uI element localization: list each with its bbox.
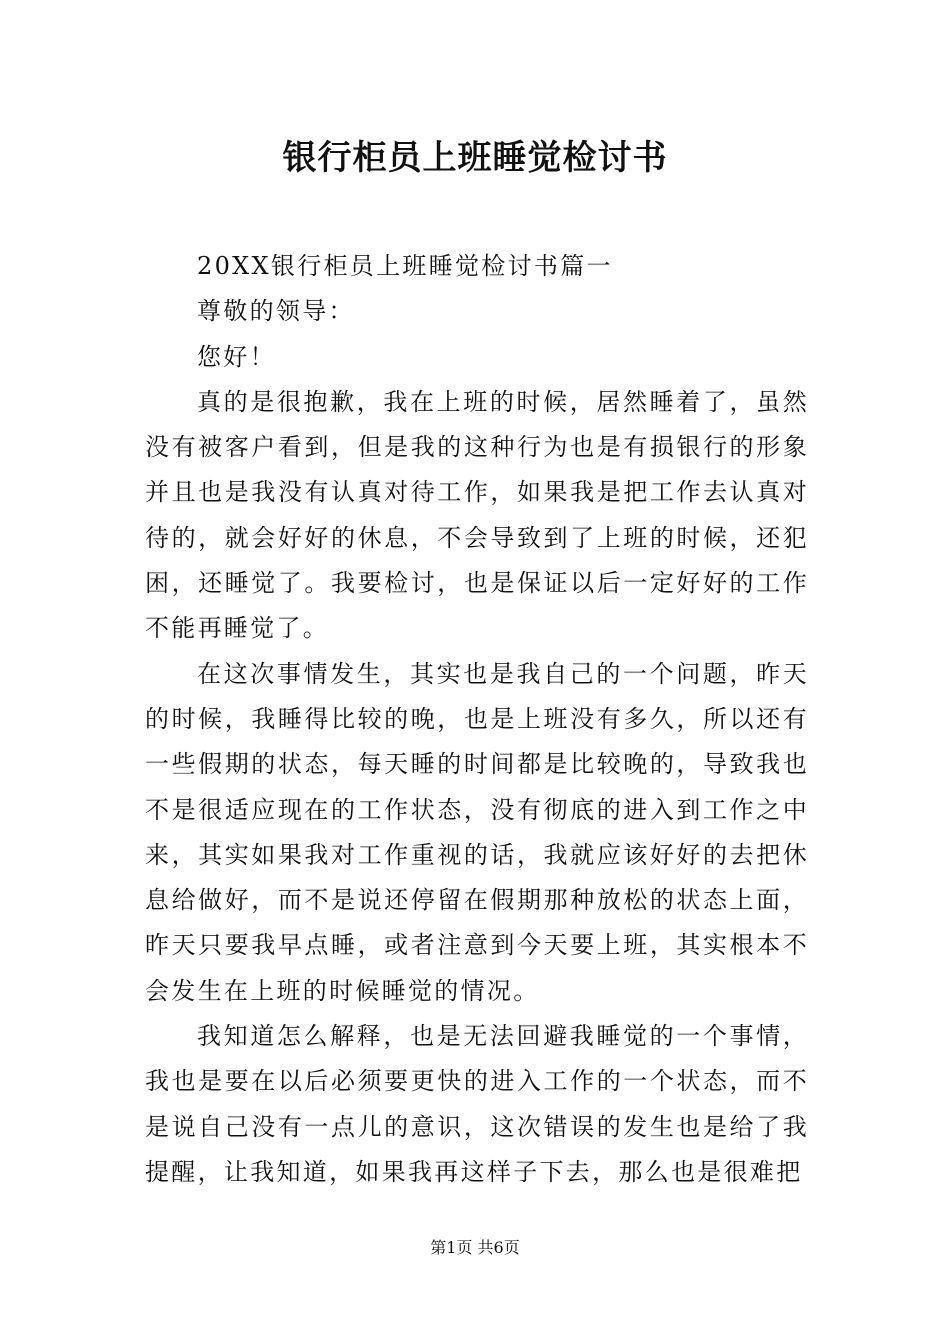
- document-title: 银行柜员上班睡觉检讨书: [282, 138, 668, 178]
- page-number: 第1页 共6页: [430, 1238, 520, 1257]
- document-body: [145, 244, 809, 1195]
- paragraph-heading: 20XX银行柜员上班睡觉检讨书篇一: [197, 252, 613, 280]
- paragraph-body-3: 我知道怎么解释，也是无法回避我睡觉的一个事情，我也是要在以后必须要更快的进入工作的一个状态，而不是说自己没有一点儿的意识，这次错误的发生也是给了我提醒，让我知道，如果我再这样子下去，那么也是很难把: [145, 1022, 809, 1186]
- paragraph-salutation: 尊敬的领导：: [197, 297, 355, 326]
- paragraph-greeting: 您好！: [197, 342, 276, 371]
- paragraph-body-1: 真的是很抱歉，我在上班的时候，居然睡着了，虽然没有被客户看到，但是我的这种行为也是有损银行的形象并且也是我没有认真对待工作，如果我是把工作去认真对待的，就会好好的休息，不会导致到了上班的时候，还犯困，还睡觉了。我要检讨，也是保证以后一定好好的工作不能再睡觉了。: [145, 387, 809, 643]
- page-footer: [0, 1236, 950, 1260]
- paragraph-body-2: 在这次事情发生，其实也是我自己的一个问题，昨天的时候，我睡得比较的晚，也是上班没有多久，所以还有一些假期的状态，每天睡的时间都是比较晚的，导致我也不是很适应现在的工作状态，没有彻底的进入到工作之中来，其实如果我对工作重视的话，我就应该好好的去把休息给做好，而不是说还停留在假期那种放松的状态上面，昨天只要我早点睡，或者注意到今天要上班，其实根本不会发生在上班的时候睡觉的情况。: [145, 659, 809, 1005]
